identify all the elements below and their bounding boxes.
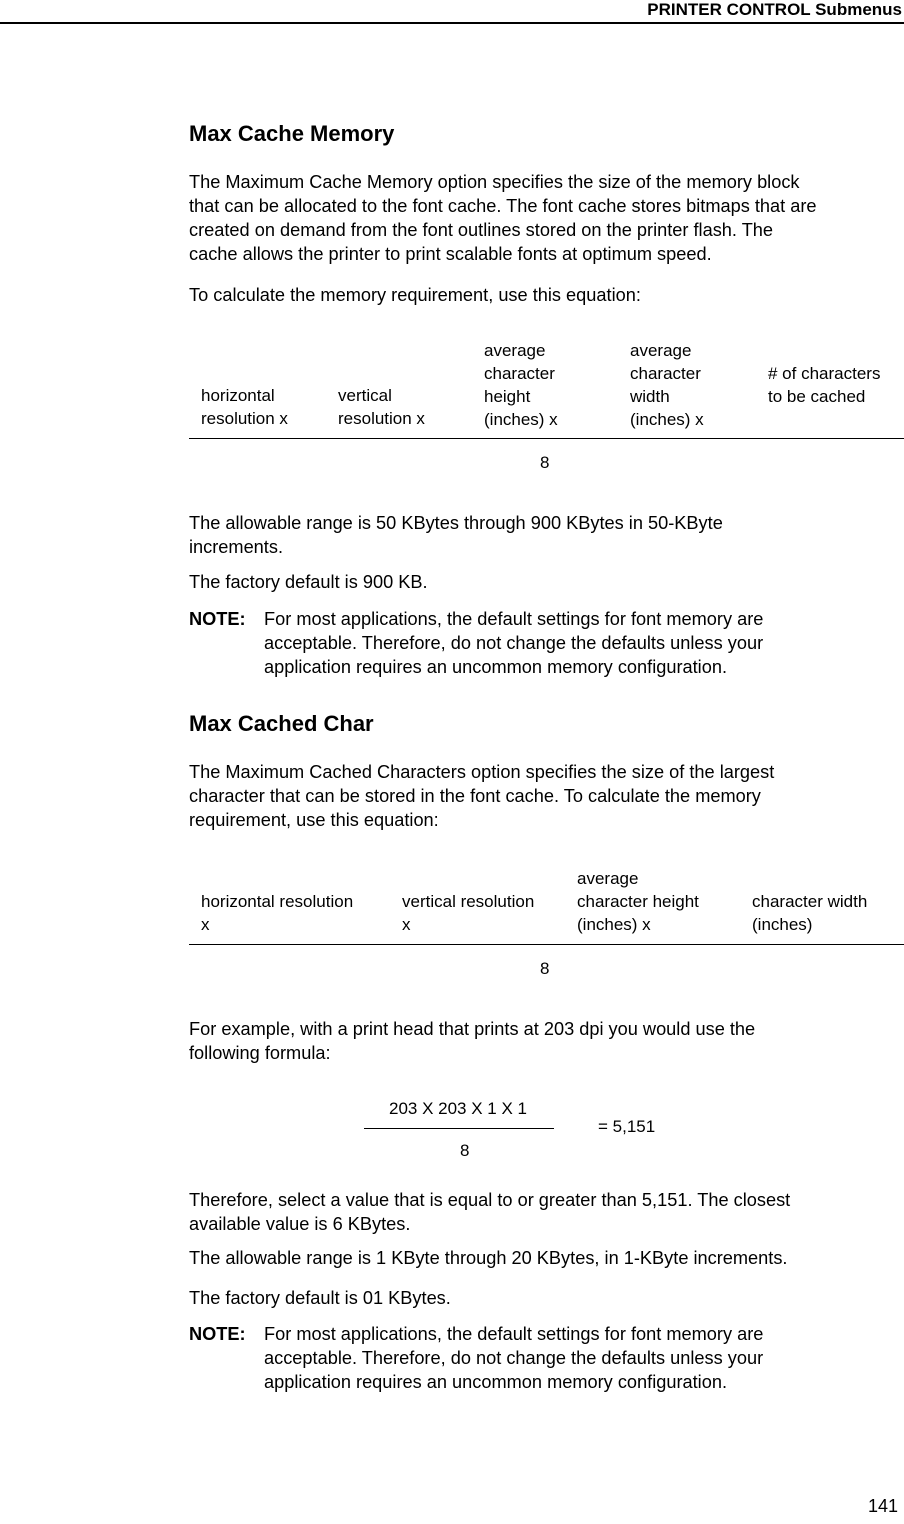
term-line: character [484,364,555,383]
term-line: horizontal [201,386,275,405]
section2-paragraph-2 [189,1017,901,1065]
header-title: PRINTER CONTROL Submenus [647,0,902,19]
text-line: character that can be stored in the font cache. To calculate the memory [189,786,761,806]
text-line: available value is 6 KBytes. [189,1214,411,1234]
term-line: width [630,387,670,406]
term-line: character height [577,892,699,911]
term-line: character [630,364,701,383]
text-line: application requires an uncommon memory configuration. [264,1372,728,1392]
term-line: (inches) x [630,410,704,429]
note-label: NOTE: [189,1324,246,1344]
text-line: For example, with a print head that prints at 203 dpi you would use the [189,1019,756,1039]
text-line: For most applications, the default settings for font memory are [264,609,764,629]
term-line: vertical [338,386,392,405]
text-line: cache allows the printer to print scalable fonts at optimum speed. [189,244,712,264]
term-line: to be cached [768,387,866,406]
page-header [0,0,904,24]
equation-term-horizontal-resolution [201,890,353,936]
equation-term-vertical-resolution [402,890,534,936]
formula-numerator: 203 X 203 X 1 X 1 [389,1099,527,1118]
section1-paragraph-4: The factory default is 900 KB. [189,572,428,592]
text-line: The Maximum Cache Memory option specifies the size of the memory block [189,172,800,192]
term-line: resolution x [201,409,288,428]
fraction-bar [189,944,904,945]
term-line: average [630,341,692,360]
text-line: application requires an uncommon memory configuration. [264,657,728,677]
section2-paragraph-1 [189,760,901,832]
equation-term-character-width [752,890,867,936]
equation-term-characters-cached [768,362,880,408]
note-text [264,1322,904,1394]
equation-term-vertical-resolution [338,384,425,430]
section1-paragraph-1 [189,170,901,266]
section1-paragraph-2: To calculate the memory requirement, use this equation: [189,285,641,305]
section-title-max-cached-char: Max Cached Char [189,711,374,736]
note-text [264,607,904,679]
formula-result: = 5,151 [598,1117,656,1136]
term-line: resolution x [338,409,425,428]
equation-denominator: 8 [540,959,550,978]
term-line: height [484,387,531,406]
section2-paragraph-5: The factory default is 01 KBytes. [189,1288,451,1308]
text-line: created on demand from the font outlines stored on the printer flash. The [189,220,774,240]
formula-denominator: 8 [460,1141,470,1160]
section2-paragraph-3 [189,1188,901,1236]
term-line: (inches) [752,915,813,934]
term-line: character width [752,892,868,911]
term-line: horizontal resolution [201,892,354,911]
text-line: The allowable range is 50 KBytes through 900 KBytes in 50-KByte [189,513,723,533]
term-line: (inches) x [577,915,651,934]
term-line: # of characters [768,364,881,383]
term-line: (inches) x [484,410,558,429]
equation-term-average-character-width [630,339,704,431]
section1-paragraph-3 [189,511,901,559]
term-line: x [201,915,210,934]
text-line: For most applications, the default settings for font memory are [264,1324,764,1344]
term-line: x [402,915,411,934]
text-line: that can be allocated to the font cache. The font cache stores bitmaps that are [189,196,817,216]
equation-denominator: 8 [540,453,550,472]
text-line: increments. [189,537,284,557]
page-number: 141 [867,1496,898,1516]
text-line: requirement, use this equation: [189,810,439,830]
term-line: average [484,341,546,360]
equation-term-average-character-height [484,339,558,431]
term-line: average [577,869,639,888]
text-line: The Maximum Cached Characters option specifies the size of the largest [189,762,775,782]
text-line: acceptable. Therefore, do not change the defaults unless your [264,633,764,653]
note-label: NOTE: [189,609,246,629]
text-line: acceptable. Therefore, do not change the defaults unless your [264,1348,764,1368]
text-line: following formula: [189,1043,331,1063]
fraction-bar [189,438,904,439]
text-line: Therefore, select a value that is equal to or greater than 5,151. The closest [189,1190,791,1210]
formula-fraction-bar [364,1128,554,1129]
equation-term-horizontal-resolution [201,384,288,430]
term-line: vertical resolution [402,892,535,911]
equation-term-average-character-height [577,867,699,936]
section2-paragraph-4: The allowable range is 1 KByte through 20 KBytes, in 1-KByte increments. [189,1248,788,1268]
section-title-max-cache-memory: Max Cache Memory [189,121,395,146]
